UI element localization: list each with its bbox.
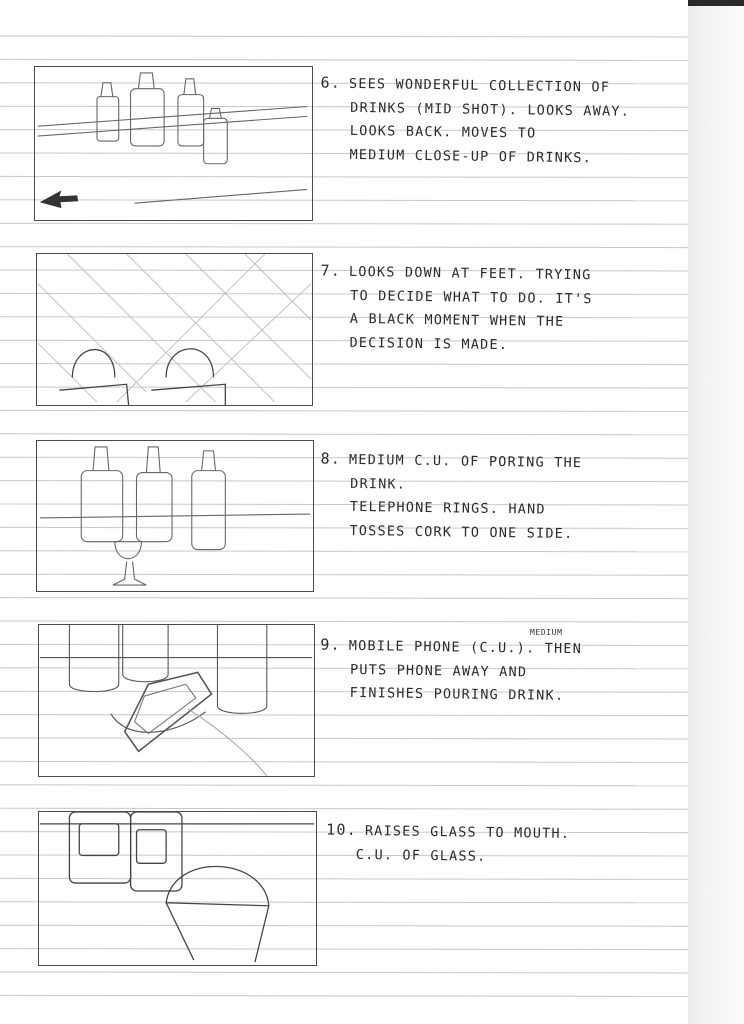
caption-line: DRINKS (MID SHOT). LOOKS AWAY. [350,99,631,120]
sketch-feet-looking-down [37,254,312,405]
shot-9-number: 9. [320,635,341,654]
ruled-line [0,621,688,622]
ruled-line [0,223,688,224]
caption-line: TO DECIDE WHAT TO DO. IT'S [350,287,593,307]
sketch-pouring-drink [37,441,313,591]
caption-line: LOOKS DOWN AT FEET. TRYING [348,263,592,284]
ruled-line [0,808,688,809]
ruled-line [0,598,688,599]
ruled-line [0,972,688,973]
page-edge-shadow [688,0,744,6]
shot-6-number: 6. [320,73,342,92]
caption-line: TOSSES CORK TO ONE SIDE. [349,522,574,542]
shot-7-description [319,259,680,359]
storyboard-panel-9 [38,624,315,777]
shot-7-number: 7. [320,261,342,280]
storyboard-panel-10 [38,811,317,966]
shot-10-description [326,818,687,871]
caption-line: MOBILE PHONE (C.U.). THEN [348,637,583,658]
caption-line: DECISION IS MADE. [349,334,509,353]
ruled-line [0,247,688,248]
ruled-line [0,995,688,996]
ruled-line [0,59,688,60]
caption-line: LOOKS BACK. MOVES TO [349,123,537,142]
caption-line: SEES WONDERFUL COLLECTION OF [348,75,611,96]
caption-line: FINISHES POURING DRINK. [349,685,565,705]
ruled-line [0,434,688,435]
shot-8-number: 8. [320,449,342,468]
sketch-mobile-phone [39,625,314,776]
caption-line: A BLACK MOMENT WHEN THE [349,311,565,331]
caption-line: C.U. OF GLASS. [355,846,487,865]
ruled-line [0,410,688,411]
ruled-line [0,785,688,786]
ruled-line [0,36,688,37]
caption-line: DRINK. [350,475,407,493]
caption-line: RAISES GLASS TO MOUTH. [364,823,571,842]
sketch-raising-glass [39,812,316,965]
caption-line: PUTS PHONE AWAY AND [349,661,528,680]
storyboard-panel-6 [34,66,313,221]
shot-6-description [319,71,680,171]
caption-line: TELEPHONE RINGS. HAND [349,499,546,518]
shot-8-description [319,447,680,547]
caption-line: MEDIUM CLOSE-UP OF DRINKS. [349,146,593,167]
sketch-bottles-midshot [35,67,312,220]
storyboard-panel-7 [36,253,313,406]
page-edge [688,0,744,1024]
shot-9-description [320,633,681,710]
shot-10-number: 10. [326,820,358,839]
medium-annotation: MEDIUM [530,628,563,637]
caption-line: MEDIUM C.U. OF PORING THE [348,451,583,472]
storyboard-panel-8 [36,440,314,592]
